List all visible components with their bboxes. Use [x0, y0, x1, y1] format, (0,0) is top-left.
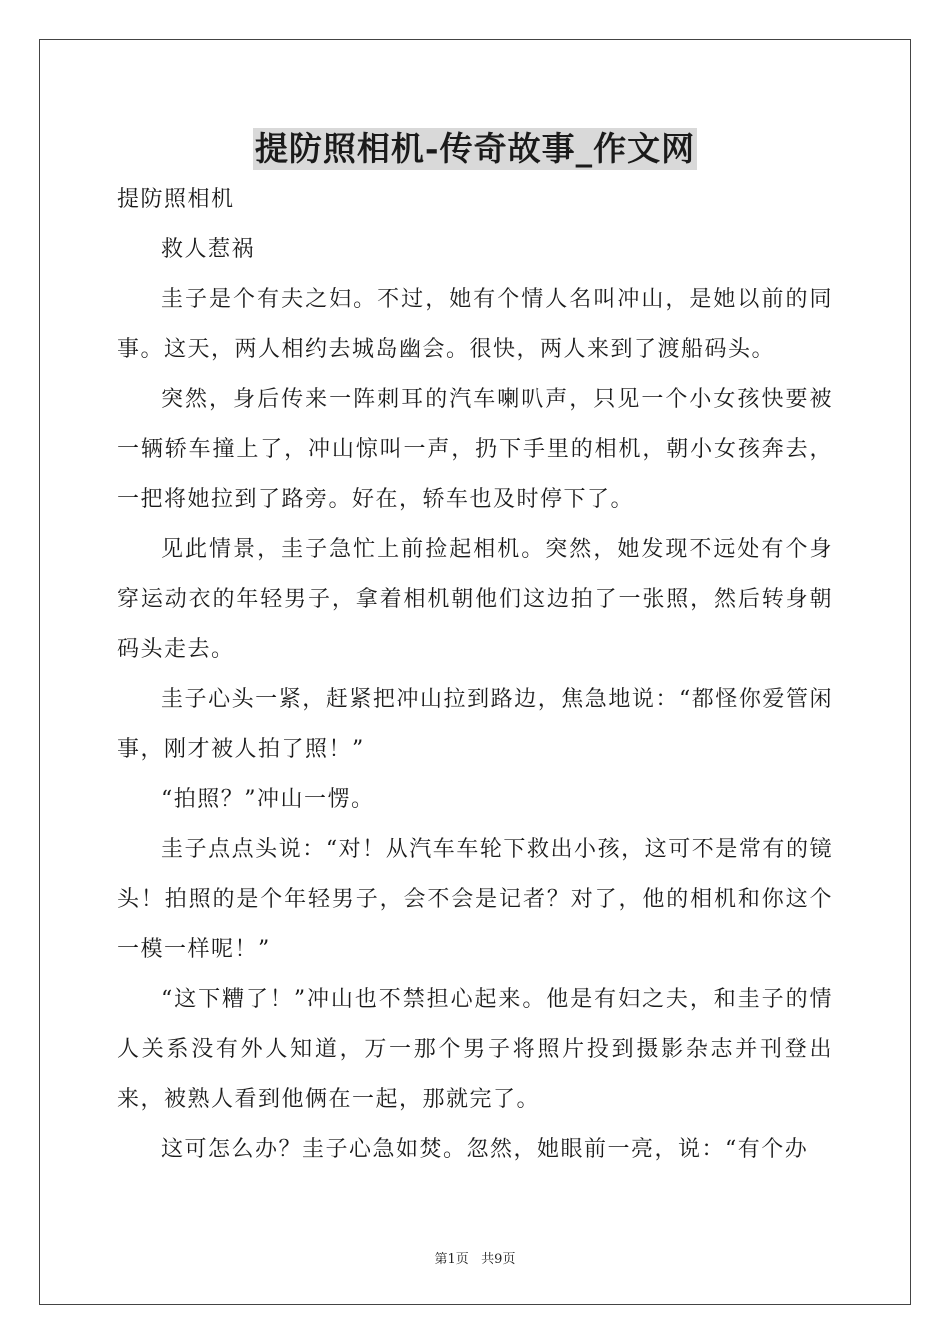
document-title: 提防照相机-传奇故事_作文网 — [254, 129, 696, 168]
paragraph: 圭子心头一紧，赶紧把冲山拉到路边，焦急地说：“都怪你爱管闲事，刚才被人拍了照！” — [117, 687, 833, 762]
paragraph: 见此情景，圭子急忙上前捡起相机。突然，她发现不远处有个身穿运动衣的年轻男子，拿着相机朝他们这边拍了一张照，然后转身朝码头走去。 — [117, 537, 833, 662]
document-body — [117, 175, 833, 1175]
page-footer: 第1页 共9页 — [434, 1252, 516, 1267]
paragraph: “这下糟了！”冲山也不禁担心起来。他是有妇之夫，和圭子的情人关系没有外人知道，万一那个男子将照片投到摄影杂志并刊登出来，被熟人看到他俩在一起，那就完了。 — [117, 987, 833, 1112]
paragraph: “拍照？”冲山一愣。 — [161, 787, 375, 812]
paragraph: 圭子点点头说：“对！从汽车车轮下救出小孩，这可不是常有的镜头！拍照的是个年轻男子，会不会是记者？对了，他的相机和你这个一模一样呢！” — [117, 837, 833, 962]
paragraph: 圭子是个有夫之妇。不过，她有个情人名叫冲山，是她以前的同事。这天，两人相约去城岛幽会。很快，两人来到了渡船码头。 — [117, 287, 833, 362]
subtitle: 提防照相机 — [117, 187, 235, 212]
paragraph: 突然，身后传来一阵刺耳的汽车喇叭声，只见一个小女孩快要被一辆轿车撞上了，冲山惊叫一声，扔下手里的相机，朝小女孩奔去，一把将她拉到了路旁。好在，轿车也及时停下了。 — [117, 387, 833, 512]
paragraph: 这可怎么办？圭子心急如焚。忽然，她眼前一亮，说：“有个办 — [161, 1137, 809, 1162]
title-container — [0, 128, 950, 170]
paragraph: 救人惹祸 — [161, 237, 256, 262]
